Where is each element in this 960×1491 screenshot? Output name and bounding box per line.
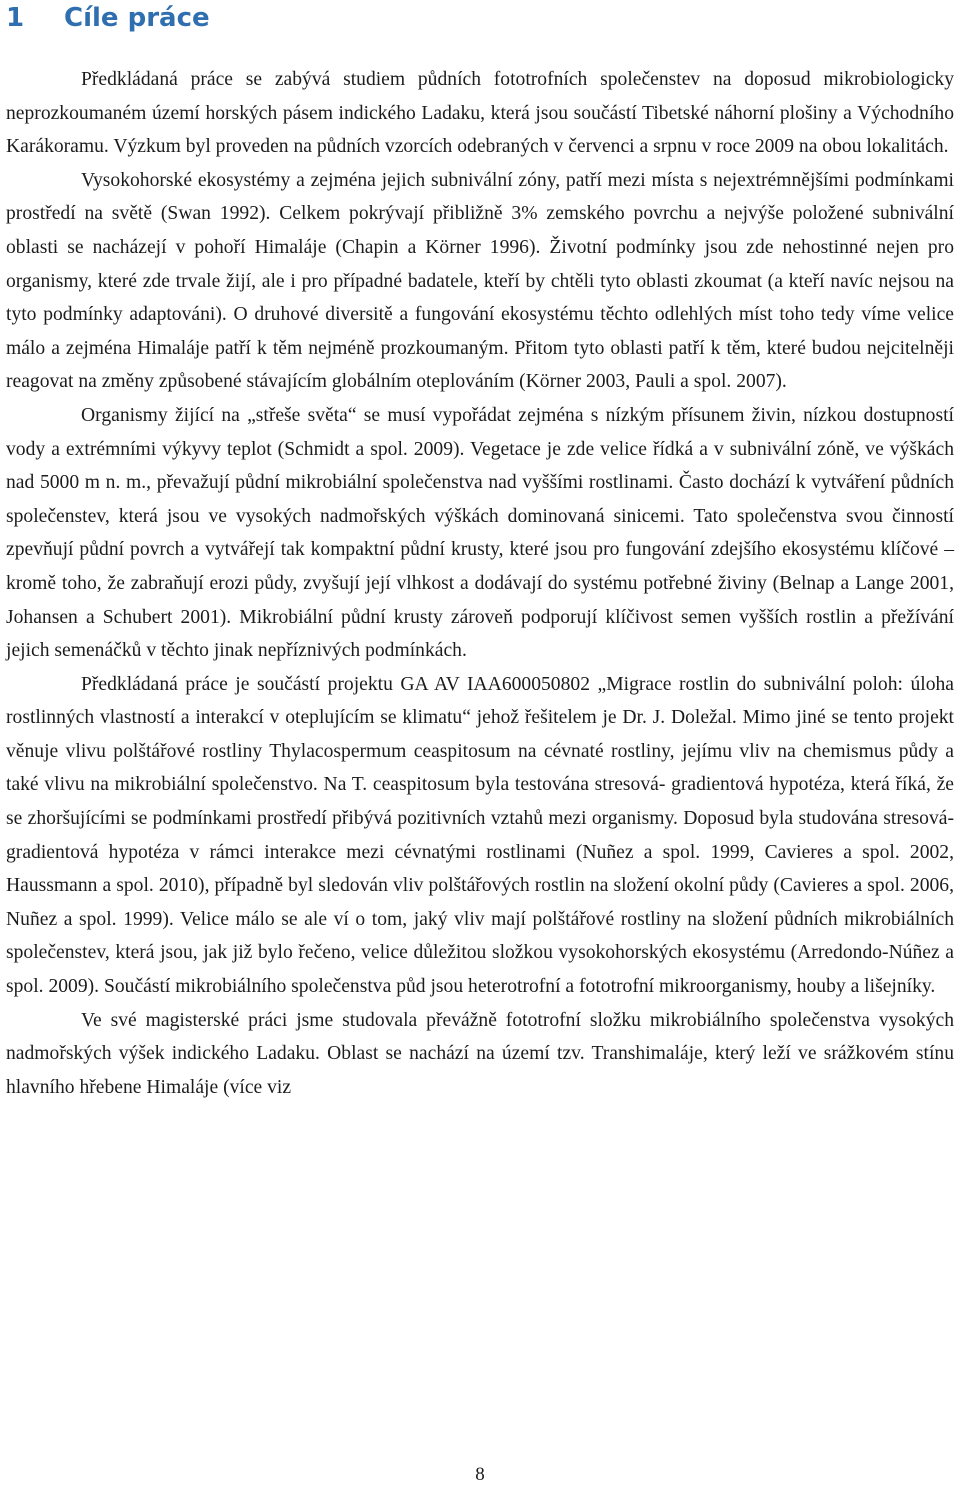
paragraph-organisms: Organismy žijící na „střeše světa“ se musí vypořádat zejména s nízkým přísunem živin, nízkou dostupností vody a extrémními výkyvy teplot (Schmidt a spol. 2009). Vegetace je zde velice řídká a v subnivální zóně, ve výškách nad 5000 m n. m., převažují půdní mikrobiální společenstva nad vyššími rostlinami. Často dochází k vytváření půdních společenstev, která jsou ve vysokých nadmořských výškách dominovaná sinicemi. Tato společenstva svou činností zpevňují půdní povrch a vytvářejí tak kompaktní půdní krusty, které jsou pro fungování zdejšího ekosystému klíčové – kromě toho, že zabraňují erozi půdy, zvyšují její vlhkost a dodávají do systému potřebné živiny (Belnap a Lange 2001, Johansen a Schubert 2001). Mikrobiální půdní krusty zároveň podporují klíčivost semen vyšších rostlin a přežívání jejich semenáčků v těchto jinak nepříznivých podmínkách. — [6, 404, 954, 662]
paragraph-project: Předkládaná práce je součástí projektu GA AV IAA600050802 „Migrace rostlin do subnivální poloh: úloha rostlinných vlastností a interakcí v oteplujícím se klimatu“ jehož řešitelem je Dr. J. Doležal. Mimo jiné se tento projekt věnuje vlivu polštářové rostliny Thylacospermum ceaspitosum na cévnaté rostliny, jejímu vliv na chemismus půdy a také vlivu na mikrobiální společenstvo. Na T. ceaspitosum byla testována stresová- gradientová hypotéza, která říká, že se zhoršujícími se podmínkami prostředí přibývá pozitivních vztahů mezi organismy. Doposud byla studována stresová-gradientová hypotéza v rámci interakce mezi cévnatými rostlinami (Nuñez a spol. 1999, Cavieres a spol. 2002, Haussmann a spol. 2010), případně byl sledován vliv polštářových rostlin na složení okolní půdy (Cavieres a spol. 2006, Nuñez a spol. 1999). Velice málo se ale ví o tom, jaký vliv mají polštářové rostliny na složení půdních mikrobiálních společenstev, která jsou, jak již bylo řečeno, velice důležitou složkou vysokohorských ekosystému (Arredondo-Núñez a spol. 2009). Součástí mikrobiálního společenstva půd jsou heterotrofní a fototrofní mikroorganismy, houby a lišejníky. — [6, 673, 954, 998]
chapter-title: Cíle práce — [64, 3, 210, 33]
paragraph-thesis: Ve své magisterské práci jsme studovala převážně fototrofní složku mikrobiálního společenstva vysokých nadmořských výšek indického Ladaku. Oblast se nachází na území tzv. Transhimaláje, který leží ve srážkovém stínu hlavního hřebene Himaláje (více viz — [6, 1009, 954, 1098]
body-text — [6, 63, 954, 1104]
paragraph-ecosystems: Vysokohorské ekosystémy a zejména jejich subnivální zóny, patří mezi místa s nejextrémnějšími podmínkami prostředí na světě (Swan 1992). Celkem pokrývají přibližně 3% zemského povrchu a nejvýše položené subnivální oblasti se nacházejí v pohoří Himaláje (Chapin a Körner 1996). Životní podmínky jsou zde nehostinné nejen pro organismy, které zde trvale žijí, ale i pro případné badatele, kteří by chtěli tyto oblasti zkoumat (a kteří navíc nejsou na tyto podmínky adaptováni). O druhové diversitě a fungování ekosystému těchto odlehlých míst toho tedy víme velice málo a zejména Himaláje patří k těm nejméně prozkoumaným. Přitom tyto oblasti patří k těm, které budou nejcitelněji reagovat na změny způsobené stávajícím globálním oteplováním (Körner 2003, Pauli a spol. 2007). — [6, 169, 954, 393]
chapter-heading — [6, 0, 210, 36]
paragraph-intro: Předkládaná práce se zabývá studiem půdních fototrofních společenstev na doposud mikrobiologicky neprozkoumaném území horských pásem indického Ladaku, která jsou součástí Tibetské náhorní plošiny a Východního Karákoramu. Výzkum byl proveden na půdních vzorcích odebraných v červenci a srpnu v roce 2009 na obou lokalitách. — [6, 69, 954, 158]
page-number: 8 — [475, 1464, 485, 1485]
chapter-number: 1 — [6, 3, 25, 33]
